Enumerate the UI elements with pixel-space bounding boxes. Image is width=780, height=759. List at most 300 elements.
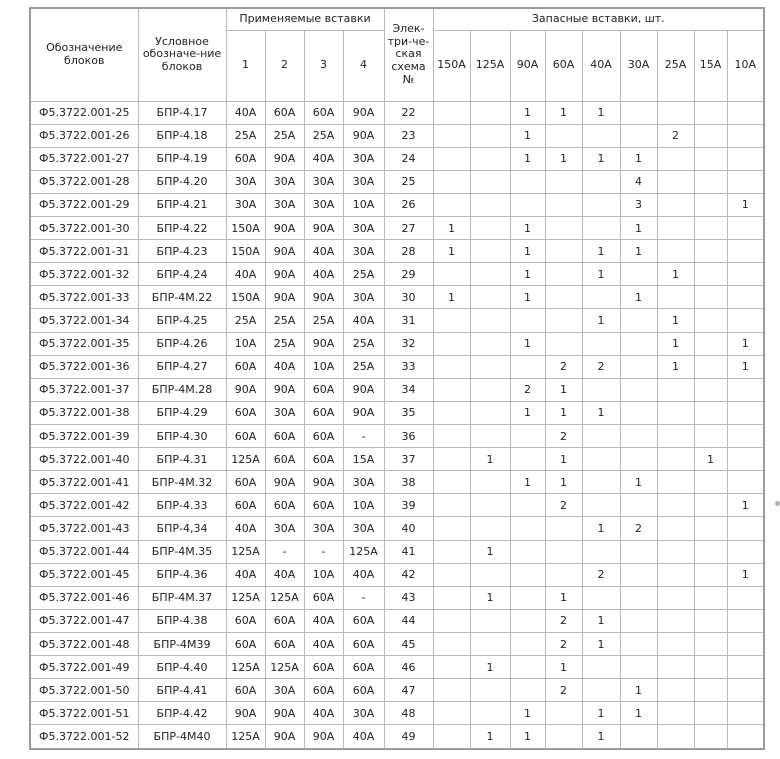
cell-spare: 2 xyxy=(620,517,657,540)
cell-spare xyxy=(657,679,694,702)
header-applied-col: 4 xyxy=(343,30,384,101)
cell-spare xyxy=(470,309,510,332)
cell-spare xyxy=(510,494,545,517)
cell-spare xyxy=(727,517,764,540)
cell-spare xyxy=(433,633,470,656)
cell-block: БПР-4.40 xyxy=(138,656,226,679)
cell-scheme: 49 xyxy=(384,725,433,749)
cell-applied: 90А xyxy=(226,702,265,725)
cell-spare xyxy=(470,332,510,355)
cell-applied: 125А xyxy=(226,725,265,749)
cell-spare xyxy=(657,540,694,563)
cell-applied: 90А xyxy=(343,124,384,147)
cell-spare xyxy=(727,633,764,656)
header-spare-col: 25А xyxy=(657,30,694,101)
cell-designation: Ф5.3722.001-35 xyxy=(30,332,138,355)
table-row xyxy=(30,679,764,702)
cell-block: БПР-4.22 xyxy=(138,217,226,240)
cell-applied: 60А xyxy=(265,425,304,448)
cell-spare xyxy=(620,425,657,448)
cell-applied: 30А xyxy=(343,240,384,263)
cell-spare: 1 xyxy=(545,471,582,494)
cell-applied: 25А xyxy=(343,263,384,286)
cell-spare: 2 xyxy=(545,425,582,448)
cell-applied: 90А xyxy=(304,217,343,240)
cell-spare: 2 xyxy=(545,633,582,656)
cell-applied: 60А xyxy=(226,494,265,517)
cell-spare: 2 xyxy=(545,494,582,517)
cell-scheme: 42 xyxy=(384,563,433,586)
cell-spare xyxy=(657,656,694,679)
cell-spare: 1 xyxy=(582,702,620,725)
cell-spare xyxy=(694,193,727,216)
cell-applied: 60А xyxy=(226,471,265,494)
cell-applied: 40А xyxy=(265,563,304,586)
cell-scheme: 35 xyxy=(384,401,433,424)
cell-spare: 1 xyxy=(582,609,620,632)
cell-spare xyxy=(545,540,582,563)
table-body xyxy=(30,101,764,749)
cell-applied: 60А xyxy=(226,355,265,378)
cell-scheme: 36 xyxy=(384,425,433,448)
cell-applied: 60А xyxy=(226,679,265,702)
cell-spare xyxy=(727,240,764,263)
cell-applied: 40А xyxy=(226,563,265,586)
cell-spare xyxy=(433,725,470,749)
cell-spare: 1 xyxy=(510,286,545,309)
cell-applied: 90А xyxy=(304,725,343,749)
cell-block: БПР-4.42 xyxy=(138,702,226,725)
cell-spare xyxy=(727,471,764,494)
cell-applied: 30А xyxy=(343,471,384,494)
cell-spare xyxy=(510,448,545,471)
cell-spare xyxy=(510,170,545,193)
cell-spare xyxy=(582,378,620,401)
cell-applied: 125А xyxy=(226,540,265,563)
cell-spare xyxy=(582,332,620,355)
cell-spare xyxy=(620,263,657,286)
cell-spare xyxy=(582,124,620,147)
table-row xyxy=(30,170,764,193)
cell-spare xyxy=(582,286,620,309)
cell-applied: 25А xyxy=(304,124,343,147)
cell-designation: Ф5.3722.001-42 xyxy=(30,494,138,517)
cell-designation: Ф5.3722.001-41 xyxy=(30,471,138,494)
cell-scheme: 37 xyxy=(384,448,433,471)
cell-designation: Ф5.3722.001-34 xyxy=(30,309,138,332)
cell-applied: 30А xyxy=(226,170,265,193)
table-row xyxy=(30,633,764,656)
cell-applied: 30А xyxy=(265,401,304,424)
cell-applied: 30А xyxy=(265,193,304,216)
cell-spare: 1 xyxy=(433,240,470,263)
cell-spare: 1 xyxy=(470,586,510,609)
cell-scheme: 38 xyxy=(384,471,433,494)
cell-spare xyxy=(694,124,727,147)
cell-applied: 40А xyxy=(343,563,384,586)
cell-applied: 60А xyxy=(304,656,343,679)
cell-spare xyxy=(657,193,694,216)
cell-applied: 25А xyxy=(226,124,265,147)
cell-spare: 2 xyxy=(545,355,582,378)
cell-spare xyxy=(433,101,470,124)
cell-spare: 1 xyxy=(510,725,545,749)
cell-spare xyxy=(727,101,764,124)
cell-spare xyxy=(510,425,545,448)
cell-applied: 125А xyxy=(265,656,304,679)
cell-spare xyxy=(433,609,470,632)
cell-spare xyxy=(727,702,764,725)
cell-spare xyxy=(620,448,657,471)
cell-spare xyxy=(470,263,510,286)
table-row xyxy=(30,471,764,494)
cell-designation: Ф5.3722.001-38 xyxy=(30,401,138,424)
cell-spare: 1 xyxy=(545,448,582,471)
cell-spare xyxy=(694,217,727,240)
cell-spare xyxy=(470,193,510,216)
cell-spare xyxy=(694,378,727,401)
table-row xyxy=(30,355,764,378)
cell-designation: Ф5.3722.001-52 xyxy=(30,725,138,749)
cell-spare: 1 xyxy=(727,355,764,378)
table-row xyxy=(30,217,764,240)
cell-applied: 40А xyxy=(226,517,265,540)
table-row xyxy=(30,517,764,540)
cell-applied: 40А xyxy=(265,355,304,378)
cell-spare xyxy=(727,679,764,702)
header-spare-col: 60А xyxy=(545,30,582,101)
cell-spare xyxy=(582,217,620,240)
cell-spare xyxy=(620,309,657,332)
header-spare-col: 30А xyxy=(620,30,657,101)
cell-applied: 25А xyxy=(265,332,304,355)
fuse-blocks-table xyxy=(29,7,765,750)
cell-applied: 40А xyxy=(343,725,384,749)
cell-spare xyxy=(545,702,582,725)
cell-spare: 1 xyxy=(582,725,620,749)
cell-spare: 1 xyxy=(510,401,545,424)
cell-block: БПР-4.30 xyxy=(138,425,226,448)
cell-spare xyxy=(727,540,764,563)
cell-applied: - xyxy=(343,586,384,609)
cell-spare xyxy=(545,725,582,749)
cell-designation: Ф5.3722.001-48 xyxy=(30,633,138,656)
cell-spare xyxy=(582,540,620,563)
cell-spare: 1 xyxy=(545,147,582,170)
cell-spare xyxy=(470,679,510,702)
cell-spare: 1 xyxy=(545,401,582,424)
cell-applied: 60А xyxy=(226,147,265,170)
cell-applied: 150А xyxy=(226,240,265,263)
cell-block: БПР-4.19 xyxy=(138,147,226,170)
table-row xyxy=(30,702,764,725)
cell-spare xyxy=(582,193,620,216)
cell-spare xyxy=(545,240,582,263)
cell-spare xyxy=(694,263,727,286)
cell-spare xyxy=(582,471,620,494)
cell-spare: 1 xyxy=(510,101,545,124)
cell-spare xyxy=(582,170,620,193)
table-row xyxy=(30,725,764,749)
cell-applied: 60А xyxy=(343,656,384,679)
cell-spare xyxy=(694,309,727,332)
cell-spare xyxy=(727,217,764,240)
cell-spare: 1 xyxy=(582,240,620,263)
table-row xyxy=(30,586,764,609)
cell-spare xyxy=(727,309,764,332)
cell-block: БПР-4.18 xyxy=(138,124,226,147)
cell-spare xyxy=(582,679,620,702)
cell-spare xyxy=(433,563,470,586)
cell-applied: 125А xyxy=(265,586,304,609)
cell-spare xyxy=(510,309,545,332)
cell-applied: 10А xyxy=(343,494,384,517)
cell-scheme: 44 xyxy=(384,609,433,632)
header-scheme: Элек-три-че-ская схема № xyxy=(384,8,433,101)
cell-applied: 40А xyxy=(343,309,384,332)
cell-applied: 60А xyxy=(265,609,304,632)
cell-spare xyxy=(510,679,545,702)
header-applied-col: 2 xyxy=(265,30,304,101)
cell-spare xyxy=(657,448,694,471)
cell-spare: 1 xyxy=(657,332,694,355)
cell-applied: 60А xyxy=(304,425,343,448)
cell-spare xyxy=(657,286,694,309)
cell-scheme: 24 xyxy=(384,147,433,170)
cell-scheme: 26 xyxy=(384,193,433,216)
cell-designation: Ф5.3722.001-32 xyxy=(30,263,138,286)
cell-scheme: 22 xyxy=(384,101,433,124)
cell-spare xyxy=(545,217,582,240)
cell-spare: 1 xyxy=(620,147,657,170)
cell-spare xyxy=(694,633,727,656)
cell-spare xyxy=(727,425,764,448)
cell-spare: 1 xyxy=(620,240,657,263)
cell-spare xyxy=(727,448,764,471)
cell-applied: 90А xyxy=(304,332,343,355)
cell-spare xyxy=(657,170,694,193)
cell-spare xyxy=(433,193,470,216)
cell-spare xyxy=(545,332,582,355)
cell-spare: 1 xyxy=(727,193,764,216)
cell-applied: 90А xyxy=(265,240,304,263)
cell-spare xyxy=(694,332,727,355)
cell-spare xyxy=(433,401,470,424)
cell-spare xyxy=(545,193,582,216)
cell-spare xyxy=(657,471,694,494)
cell-applied: 40А xyxy=(304,240,343,263)
cell-applied: 90А xyxy=(226,378,265,401)
cell-spare xyxy=(433,309,470,332)
cell-spare: 1 xyxy=(582,517,620,540)
cell-spare: 2 xyxy=(582,563,620,586)
cell-spare: 2 xyxy=(510,378,545,401)
table-row xyxy=(30,609,764,632)
cell-spare xyxy=(433,702,470,725)
cell-applied: 30А xyxy=(304,193,343,216)
cell-applied: 30А xyxy=(343,170,384,193)
cell-applied: 90А xyxy=(265,702,304,725)
cell-spare: 1 xyxy=(582,309,620,332)
cell-spare xyxy=(657,101,694,124)
cell-designation: Ф5.3722.001-51 xyxy=(30,702,138,725)
cell-spare xyxy=(657,517,694,540)
table-row xyxy=(30,563,764,586)
cell-spare xyxy=(694,494,727,517)
cell-spare: 1 xyxy=(727,563,764,586)
cell-spare xyxy=(545,124,582,147)
cell-spare xyxy=(510,563,545,586)
cell-spare xyxy=(433,586,470,609)
cell-spare: 1 xyxy=(510,124,545,147)
cell-spare: 1 xyxy=(510,217,545,240)
cell-spare xyxy=(582,656,620,679)
cell-spare xyxy=(694,401,727,424)
table-row xyxy=(30,286,764,309)
cell-applied: 25А xyxy=(343,332,384,355)
cell-spare xyxy=(582,586,620,609)
cell-applied: 60А xyxy=(343,633,384,656)
cell-spare: 1 xyxy=(510,240,545,263)
cell-spare xyxy=(727,401,764,424)
cell-spare xyxy=(433,540,470,563)
cell-spare xyxy=(470,170,510,193)
cell-scheme: 33 xyxy=(384,355,433,378)
cell-applied: 30А xyxy=(343,286,384,309)
cell-spare xyxy=(620,609,657,632)
cell-spare xyxy=(470,401,510,424)
cell-applied: 60А xyxy=(304,448,343,471)
cell-spare xyxy=(545,286,582,309)
cell-applied: 30А xyxy=(304,517,343,540)
cell-spare: 1 xyxy=(620,679,657,702)
cell-scheme: 46 xyxy=(384,656,433,679)
cell-block: БПР-4.29 xyxy=(138,401,226,424)
cell-designation: Ф5.3722.001-46 xyxy=(30,586,138,609)
cell-applied: 90А xyxy=(265,725,304,749)
cell-applied: 60А xyxy=(265,448,304,471)
cell-spare xyxy=(582,494,620,517)
cell-spare xyxy=(545,563,582,586)
cell-spare: 1 xyxy=(727,494,764,517)
cell-applied: 60А xyxy=(343,609,384,632)
cell-block: БПР-4.33 xyxy=(138,494,226,517)
cell-applied: 90А xyxy=(304,471,343,494)
cell-spare: 2 xyxy=(545,609,582,632)
cell-spare xyxy=(433,448,470,471)
cell-spare: 1 xyxy=(620,471,657,494)
cell-scheme: 27 xyxy=(384,217,433,240)
table-row xyxy=(30,147,764,170)
cell-spare xyxy=(727,725,764,749)
cell-spare xyxy=(620,725,657,749)
cell-block: БПР-4.21 xyxy=(138,193,226,216)
header-spare-col: 15А xyxy=(694,30,727,101)
table-row xyxy=(30,378,764,401)
cell-spare xyxy=(657,147,694,170)
cell-spare: 1 xyxy=(582,263,620,286)
cell-spare xyxy=(545,309,582,332)
cell-spare xyxy=(510,586,545,609)
cell-spare xyxy=(433,517,470,540)
cell-spare: 1 xyxy=(582,633,620,656)
cell-spare xyxy=(433,124,470,147)
table-row xyxy=(30,124,764,147)
cell-spare xyxy=(510,540,545,563)
table-row xyxy=(30,448,764,471)
header-spare-col: 125А xyxy=(470,30,510,101)
cell-designation: Ф5.3722.001-26 xyxy=(30,124,138,147)
cell-designation: Ф5.3722.001-30 xyxy=(30,217,138,240)
cell-applied: 60А xyxy=(304,679,343,702)
cell-applied: 25А xyxy=(226,309,265,332)
cell-spare: 1 xyxy=(582,401,620,424)
cell-spare: 1 xyxy=(620,286,657,309)
header-applied-col: 1 xyxy=(226,30,265,101)
cell-applied: 90А xyxy=(304,286,343,309)
cell-spare xyxy=(620,540,657,563)
header-block-designation: Обозначение блоков xyxy=(30,8,138,101)
cell-spare xyxy=(694,609,727,632)
cell-block: БПР-4.17 xyxy=(138,101,226,124)
cell-designation: Ф5.3722.001-50 xyxy=(30,679,138,702)
cell-scheme: 40 xyxy=(384,517,433,540)
cell-block: БПР-4М.28 xyxy=(138,378,226,401)
cell-spare xyxy=(433,378,470,401)
cell-applied: 10А xyxy=(226,332,265,355)
cell-applied: 30А xyxy=(265,517,304,540)
cell-spare xyxy=(694,540,727,563)
cell-applied: 60А xyxy=(226,401,265,424)
table-row xyxy=(30,193,764,216)
cell-spare: 1 xyxy=(545,656,582,679)
cell-block: БПР-4.27 xyxy=(138,355,226,378)
table-row xyxy=(30,401,764,424)
cell-spare xyxy=(727,286,764,309)
cell-applied: 40А xyxy=(304,263,343,286)
cell-designation: Ф5.3722.001-31 xyxy=(30,240,138,263)
cell-block: БПР-4М.22 xyxy=(138,286,226,309)
cell-block: БПР-4М40 xyxy=(138,725,226,749)
cell-spare: 1 xyxy=(657,309,694,332)
cell-applied: 25А xyxy=(304,309,343,332)
cell-spare xyxy=(470,633,510,656)
cell-designation: Ф5.3722.001-40 xyxy=(30,448,138,471)
cell-block: БПР-4.25 xyxy=(138,309,226,332)
cell-spare: 1 xyxy=(433,286,470,309)
cell-spare xyxy=(470,286,510,309)
header-spare-col: 150А xyxy=(433,30,470,101)
cell-spare xyxy=(694,702,727,725)
cell-applied: 90А xyxy=(265,263,304,286)
cell-applied: 60А xyxy=(304,494,343,517)
cell-spare: 1 xyxy=(510,332,545,355)
cell-scheme: 30 xyxy=(384,286,433,309)
table-row xyxy=(30,656,764,679)
cell-spare: 1 xyxy=(582,147,620,170)
cell-applied: 25А xyxy=(265,309,304,332)
cell-spare xyxy=(620,656,657,679)
cell-block: БПР-4.20 xyxy=(138,170,226,193)
cell-scheme: 43 xyxy=(384,586,433,609)
cell-spare xyxy=(620,563,657,586)
table-row xyxy=(30,332,764,355)
cell-applied: 60А xyxy=(304,401,343,424)
cell-scheme: 32 xyxy=(384,332,433,355)
cell-spare xyxy=(510,355,545,378)
cell-spare xyxy=(694,563,727,586)
cell-spare xyxy=(694,471,727,494)
